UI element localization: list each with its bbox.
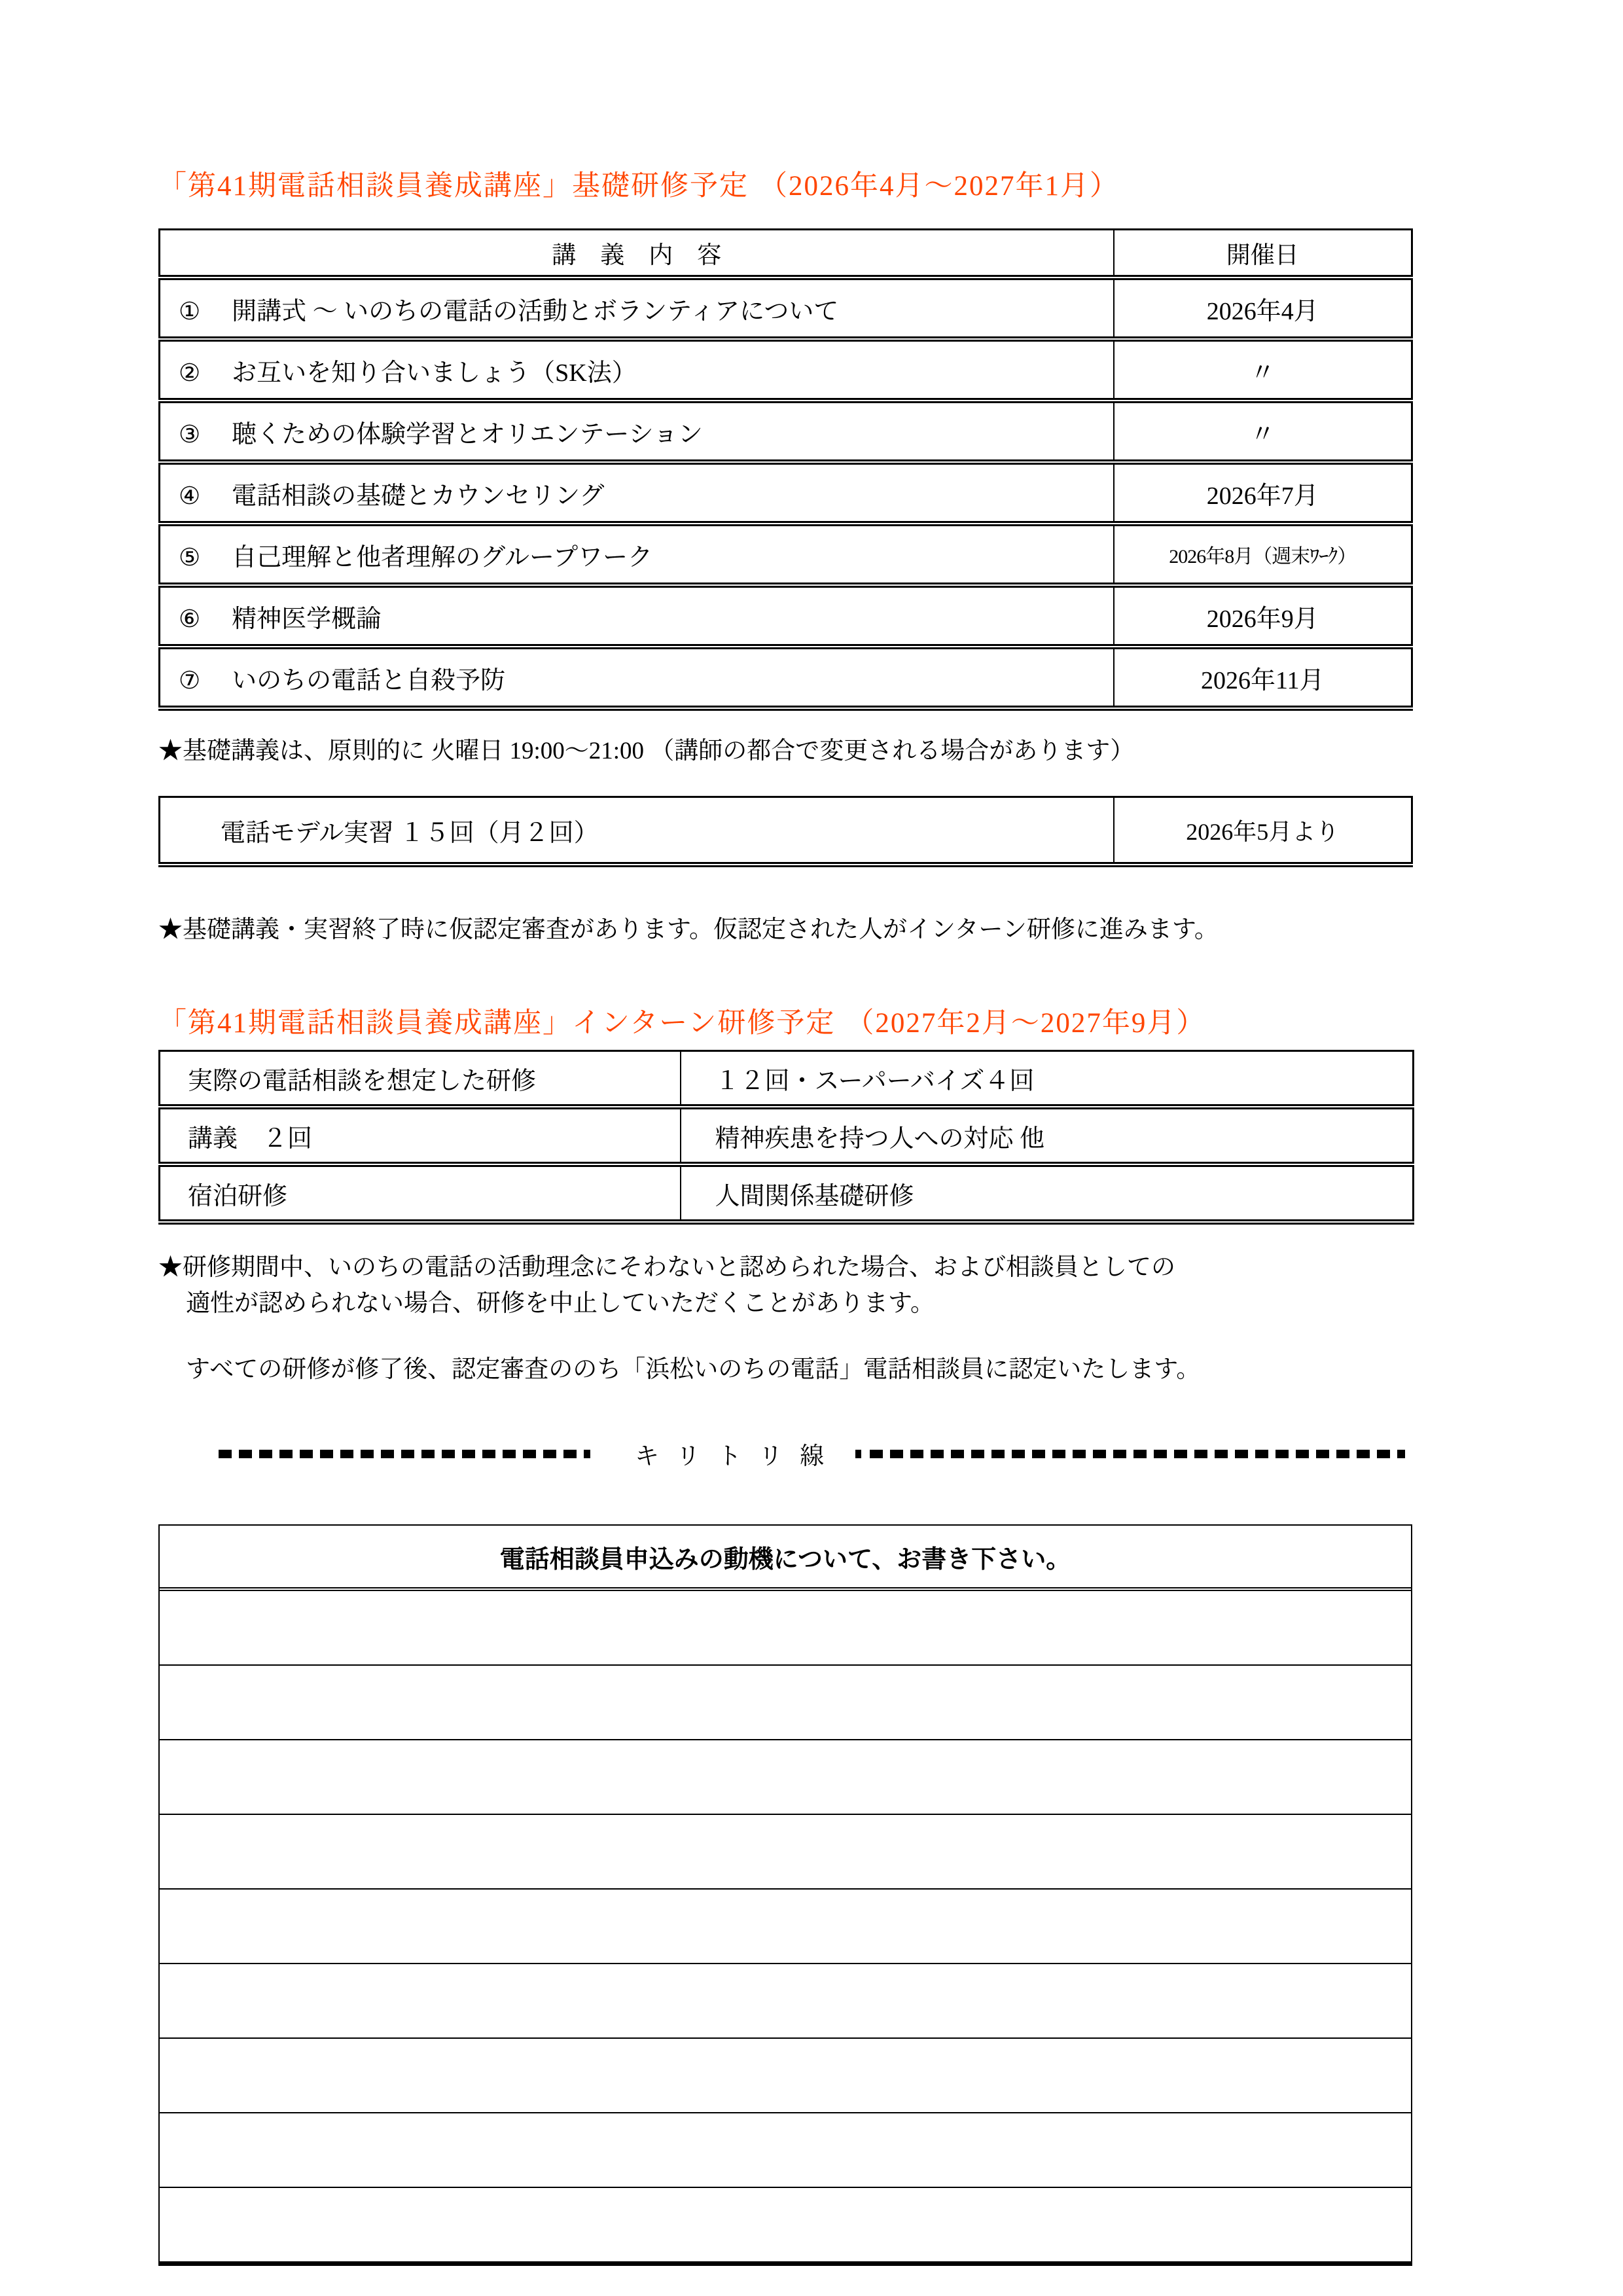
row-number: ⑥	[179, 605, 201, 633]
motivation-answer-row	[160, 1815, 1411, 1890]
intern-item: 講義 ２回	[160, 1107, 681, 1164]
cut-line-label: キリトリ線	[635, 1443, 841, 1470]
motivation-answer-row	[160, 1666, 1411, 1740]
cut-line	[158, 1441, 1412, 1470]
table-row	[160, 339, 1412, 401]
column-header-lecture-content: 講 義 内 容	[160, 230, 1114, 278]
row-number: ⑦	[179, 667, 201, 694]
row-number: ①	[179, 298, 201, 325]
intern-training-table	[158, 1050, 1414, 1225]
table-row	[160, 797, 1412, 865]
table-row	[160, 524, 1412, 585]
cut-line-dashes-left	[219, 1450, 590, 1458]
session-date: 〃	[1114, 401, 1412, 462]
session-date: 2026年4月	[1114, 278, 1412, 339]
motivation-answer-row	[160, 2113, 1411, 2188]
motivation-answer-row	[160, 1591, 1411, 1666]
session-date: 2026年8月（週末ﾜｰｸ）	[1114, 524, 1412, 585]
row-number: ⑤	[179, 544, 201, 571]
motivation-answer-area	[160, 1591, 1411, 2261]
row-number: ②	[179, 359, 201, 387]
intern-training-period: （2027年2月～2027年9月）	[846, 1008, 1206, 1039]
cancellation-note-line1: ★研修期間中、いのちの電話の活動理念にそわないと認められた場合、および相談員としての	[158, 1254, 1175, 1281]
cut-line-dot	[855, 1450, 861, 1458]
table-row	[160, 401, 1412, 462]
cancellation-note-line2: 適性が認められない場合、研修を中止していただくことがあります。	[186, 1290, 935, 1317]
practice-label: 電話モデル実習 １５回（月２回）	[160, 797, 1114, 865]
intern-item: 実際の電話相談を想定した研修	[160, 1051, 681, 1107]
motivation-answer-row	[160, 1964, 1411, 2039]
final-certification-note: すべての研修が修了後、認定審査ののち「浜松いのちの電話」電話相談員に認定いたします。	[186, 1356, 1201, 1383]
cut-line-dashes-right	[870, 1450, 1405, 1458]
intern-training-title-text: 「第41期電話相談員養成講座」インターン研修予定	[158, 1008, 836, 1039]
table-row	[160, 1107, 1414, 1164]
lecture-title: 自己理解と他者理解のグループワーク	[232, 543, 653, 571]
lecture-title: 精神医学概論	[232, 605, 382, 633]
row-number: ③	[179, 421, 201, 448]
table-row	[160, 585, 1412, 647]
practice-date: 2026年5月より	[1114, 797, 1412, 865]
lecture-title: いのちの電話と自殺予防	[232, 666, 506, 694]
motivation-answer-row	[160, 1740, 1411, 1815]
training-cancellation-note	[158, 1249, 1412, 1321]
motivation-answer-row	[160, 2039, 1411, 2113]
session-date: 〃	[1114, 339, 1412, 401]
motivation-answer-row	[160, 2188, 1411, 2261]
session-date: 2026年11月	[1114, 647, 1412, 708]
row-number: ④	[179, 482, 201, 510]
table-row	[160, 647, 1412, 708]
intern-detail: １２回・スーパーバイズ４回	[681, 1051, 1414, 1107]
session-date: 2026年7月	[1114, 462, 1412, 524]
basic-training-period: （2026年4月～2027年1月）	[759, 171, 1119, 202]
lecture-title: 電話相談の基礎とカウンセリング	[232, 482, 605, 510]
column-header-date: 開催日	[1114, 230, 1412, 278]
intern-training-title	[158, 1001, 1412, 1041]
intern-detail: 精神疾患を持つ人への対応 他	[681, 1107, 1414, 1164]
motivation-form	[158, 1524, 1412, 2266]
basic-training-title-text: 「第41期電話相談員養成講座」基礎研修予定	[158, 171, 749, 202]
basic-training-header-row	[160, 230, 1412, 278]
lecture-title: 開講式 ～ いのちの電話の活動とボランティアについて	[232, 297, 839, 325]
lecture-title: 聴くための体験学習とオリエンテーション	[232, 420, 703, 448]
practice-table	[158, 796, 1413, 867]
table-row	[160, 1164, 1414, 1222]
table-row	[160, 462, 1412, 524]
lecture-title: お互いを知り合いましょう（SK法）	[232, 359, 637, 387]
basic-training-table	[158, 228, 1413, 711]
motivation-form-header: 電話相談員申込みの動機について、お書き下さい。	[160, 1526, 1411, 1591]
motivation-answer-row	[160, 1890, 1411, 1964]
certification-note: ★基礎講義・実習終了時に仮認定審査があります。仮認定された人がインターン研修に進みます。	[158, 916, 1219, 943]
basic-training-table-wrap	[158, 228, 1412, 711]
intern-item: 宿泊研修	[160, 1164, 681, 1222]
basic-lecture-note: ★基礎講義は、原則的に 火曜日 19:00～21:00 （講師の都合で変更される場合があります）	[158, 738, 1135, 764]
table-row	[160, 278, 1412, 339]
intern-detail: 人間関係基礎研修	[681, 1164, 1414, 1222]
basic-training-title	[158, 164, 1412, 204]
session-date: 2026年9月	[1114, 585, 1412, 647]
table-row	[160, 1051, 1414, 1107]
